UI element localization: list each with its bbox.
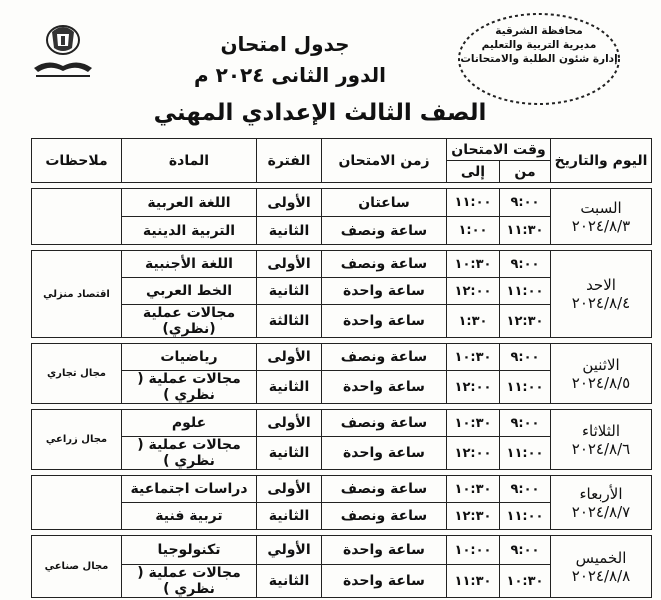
time-from: ٩:٠٠ (500, 476, 551, 503)
seal-line-1: محافظة الشرقية (495, 25, 583, 37)
time-from: ٩:٠٠ (500, 344, 551, 371)
page-title: جدول امتحان (220, 32, 350, 56)
exam-period: الأولى (257, 410, 322, 437)
day-cell (551, 476, 652, 530)
time-to: ١٢:٠٠ (447, 437, 500, 470)
time-to: ١٠:٠٠ (447, 536, 500, 565)
time-from: ١٠:٣٠ (500, 565, 551, 598)
day-date: ٢٠٢٤/٨/٨ (571, 566, 631, 585)
time-from: ١١:٠٠ (500, 371, 551, 404)
header-duration: زمن الامتحان (322, 139, 447, 183)
exam-subject: تكنولوجيا (122, 536, 257, 565)
time-from: ١١:٠٠ (500, 437, 551, 470)
exam-schedule-table (31, 138, 652, 598)
exam-duration: ساعة واحدة (322, 565, 447, 598)
header-subject: المادة (122, 139, 257, 183)
header-to: إلى (447, 161, 500, 183)
governorate-seal (455, 10, 623, 108)
day-date: ٢٠٢٤/٨/٤ (571, 294, 631, 312)
time-from: ٩:٠٠ (500, 410, 551, 437)
exam-duration: ساعة ونصف (322, 344, 447, 371)
header-period: الفترة (257, 139, 322, 183)
exam-duration: ساعة ونصف (322, 476, 447, 503)
table-row (32, 251, 652, 278)
time-from: ٩:٠٠ (500, 251, 551, 278)
time-to: ١٢:٠٠ (447, 278, 500, 305)
exam-period: الأولى (257, 344, 322, 371)
exam-duration: ساعة ونصف (322, 410, 447, 437)
time-to: ١:٠٠ (447, 217, 500, 245)
time-to: ١٢:٠٠ (447, 371, 500, 404)
exam-duration: ساعتان (322, 189, 447, 217)
exam-period: الأولى (257, 189, 322, 217)
exam-duration: ساعة واحدة (322, 305, 447, 338)
exam-duration: ساعة ونصف (322, 217, 447, 245)
exam-period: الثانية (257, 371, 322, 404)
exam-subject: مجالات عملية ( نظري ) (122, 371, 257, 404)
exam-duration: ساعة واحدة (322, 278, 447, 305)
exam-period: الثانية (257, 278, 322, 305)
time-from: ١٢:٣٠ (500, 305, 551, 338)
schedule-body (32, 183, 652, 598)
day-date: ٢٠٢٤/٨/٥ (571, 373, 631, 392)
time-to: ١٠:٣٠ (447, 476, 500, 503)
exam-round: الدور الثانى ٢٠٢٤ م (193, 63, 387, 87)
exam-period: الثالثة (257, 305, 322, 338)
exam-subject: مجالات عملية ( نظري ) (122, 437, 257, 470)
exam-period: الثانية (257, 565, 322, 598)
day-date: ٢٠٢٤/٨/٦ (571, 439, 631, 458)
time-to: ١:٣٠ (447, 305, 500, 338)
time-to: ١١:٠٠ (447, 189, 500, 217)
time-from: ٩:٠٠ (500, 189, 551, 217)
table-row (32, 536, 652, 565)
exam-subject: مجالات عملية ( نظري ) (122, 565, 257, 598)
day-date: ٢٠٢٤/٨/٧ (571, 502, 631, 521)
exam-duration: ساعة واحدة (322, 371, 447, 404)
exam-subject: التربية الدينية (122, 217, 257, 245)
exam-period: الأولى (257, 476, 322, 503)
table-row (32, 344, 652, 371)
day-name: الخميس (575, 548, 627, 567)
exam-duration: ساعة ونصف (322, 251, 447, 278)
header-day: اليوم والتاريخ (551, 139, 652, 183)
notes-cell (32, 189, 122, 245)
day-cell (551, 344, 652, 404)
exam-subject: مجالات عملية (نظري) (122, 305, 257, 338)
time-from: ١١:٣٠ (500, 217, 551, 245)
time-to: ١٠:٣٠ (447, 410, 500, 437)
table-row (32, 189, 652, 217)
grade-title: الصف الثالث الإعدادي المهني (153, 100, 487, 126)
exam-period: الأولي (257, 536, 322, 565)
exam-subject: رياضيات (122, 344, 257, 371)
note-text: مجال صناعي (44, 561, 109, 572)
notes-cell (32, 251, 122, 338)
day-name: الأربعاء (579, 484, 623, 503)
notes-cell (32, 410, 122, 470)
exam-subject: الخط العربي (122, 278, 257, 305)
day-date: ٢٠٢٤/٨/٣ (571, 216, 631, 235)
day-name: الاثنين (582, 355, 620, 374)
time-to: ١٠:٣٠ (447, 344, 500, 371)
day-cell (551, 536, 652, 598)
exam-duration: ساعة ونصف (322, 503, 447, 530)
time-from: ١١:٠٠ (500, 503, 551, 530)
exam-duration: ساعة واحدة (322, 437, 447, 470)
seal-line-3: إدارة شئون الطلبة والامتحانات (460, 53, 618, 65)
exam-subject: دراسات اجتماعية (122, 476, 257, 503)
exam-period: الثانية (257, 503, 322, 530)
note-text: مجال تجاري (47, 368, 106, 379)
notes-cell (32, 344, 122, 404)
day-cell (551, 189, 652, 245)
day-cell (551, 251, 652, 338)
header-from: من (500, 161, 551, 183)
table-row (32, 410, 652, 437)
time-to: ١٢:٣٠ (447, 503, 500, 530)
note-text: مجال زراعي (45, 434, 108, 445)
exam-subject: تربية فنية (122, 503, 257, 530)
notes-cell (32, 476, 122, 530)
exam-subject: اللغة الأجنبية (122, 251, 257, 278)
header-notes: ملاحظات (32, 139, 122, 183)
time-from: ٩:٠٠ (500, 536, 551, 565)
exam-period: الثانية (257, 217, 322, 245)
time-from: ١١:٠٠ (500, 278, 551, 305)
exam-duration: ساعة واحدة (322, 536, 447, 565)
ministry-logo-icon (28, 18, 98, 84)
day-name: السبت (580, 198, 622, 217)
notes-cell (32, 536, 122, 598)
note-text: اقتصاد منزلي (43, 288, 110, 300)
day-name: الثلاثاء (581, 421, 620, 440)
day-name: الاحد (586, 276, 616, 294)
exam-period: الأولى (257, 251, 322, 278)
exam-subject: علوم (122, 410, 257, 437)
table-row (32, 476, 652, 503)
time-to: ١٠:٣٠ (447, 251, 500, 278)
page-header (0, 0, 661, 140)
header-exam-time: وقت الامتحان (447, 139, 551, 161)
time-to: ١١:٣٠ (447, 565, 500, 598)
exam-subject: اللغة العربية (122, 189, 257, 217)
seal-line-2: مديرية التربية والتعليم (481, 39, 597, 51)
exam-period: الثانية (257, 437, 322, 470)
day-cell (551, 410, 652, 470)
